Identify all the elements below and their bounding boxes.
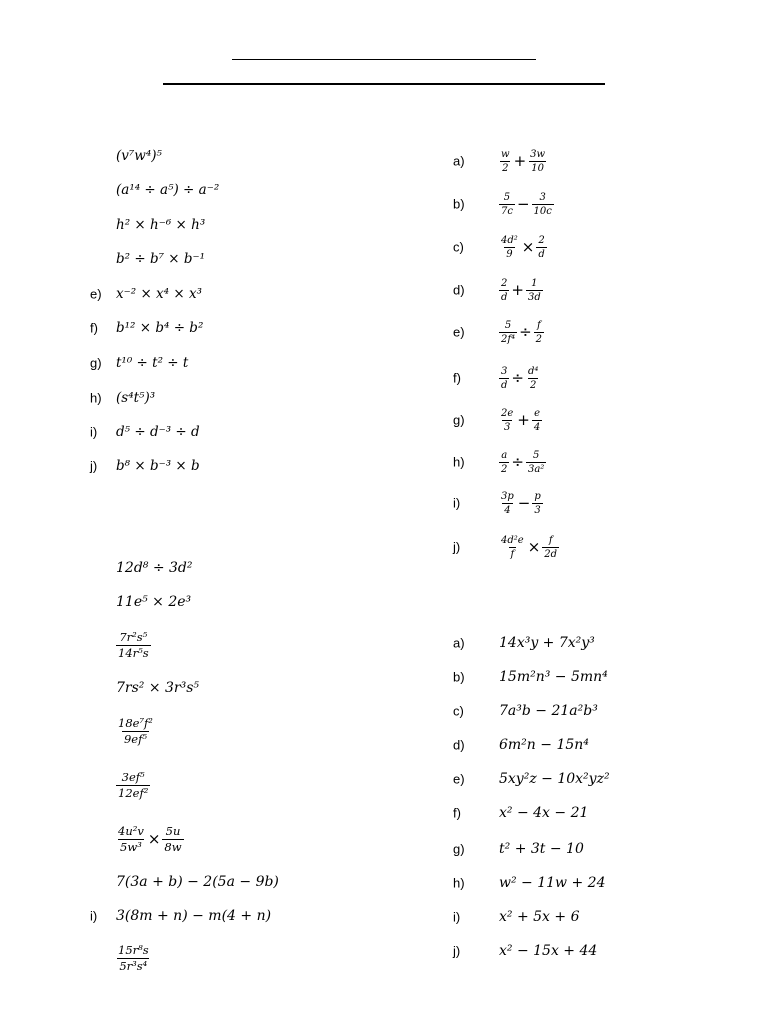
operator: +	[517, 411, 530, 429]
left-s1-item-4: b² ÷ b⁷ × b⁻¹	[116, 251, 206, 267]
left-s2-label-i: i)	[90, 908, 98, 924]
right-s1-label: c)	[453, 239, 464, 255]
operator: ÷	[511, 369, 524, 387]
left-s1-label-i: i)	[90, 424, 98, 440]
right-s1-item	[499, 184, 554, 224]
right-s1-item	[499, 270, 543, 310]
right-s2-label: b)	[453, 669, 465, 685]
fraction: $\frac{3p}{4}$	[501, 490, 514, 516]
fraction: $\frac{5}{\text{3a²}}$	[527, 449, 545, 475]
left-s1-label-e: e)	[90, 286, 102, 302]
right-s2-label: g)	[453, 841, 465, 857]
left-s2-item-2: 11e⁵ × 2e³	[116, 594, 192, 610]
fraction: $\frac{5}{\text{2f⁴}}$	[501, 319, 516, 345]
left-s2-item-3	[116, 625, 151, 665]
left-s2-item-4: 7rs² × 3r³s⁵	[116, 680, 200, 696]
right-s1-label: d)	[453, 282, 465, 298]
fraction: $\frac{w}{2}$	[501, 148, 510, 174]
left-s1-item-1: (v⁷w⁴)⁵	[116, 148, 162, 164]
right-s1-label: g)	[453, 412, 465, 428]
operator: −	[517, 494, 531, 512]
name-line	[232, 59, 536, 60]
operator: +	[511, 281, 524, 299]
fraction: $\frac{\text{3ef⁵}}{\text{12ef²}}$	[118, 769, 149, 800]
right-s1-label: j)	[453, 539, 461, 555]
fraction: $\frac{\text{4d²e}}{f}$	[501, 534, 524, 560]
operator: −	[516, 195, 530, 213]
fraction: $\frac{e}{4}$	[533, 407, 541, 433]
left-s1-label-f: f)	[90, 320, 98, 336]
right-s2-item: x² − 15x + 44	[499, 943, 598, 959]
right-s1-item	[499, 358, 540, 398]
left-s1-label-j: j)	[90, 458, 98, 474]
operator: ×	[521, 238, 535, 256]
left-s2-item-6	[116, 765, 150, 805]
right-s1-label: h)	[453, 454, 465, 470]
operator: ÷	[511, 453, 524, 471]
fraction: $\frac{2}{d}$	[501, 277, 508, 303]
operator: ×	[527, 538, 541, 556]
fraction: $\frac{3w}{10}$	[530, 148, 546, 174]
right-s2-item: x² + 5x + 6	[499, 909, 580, 925]
right-s1-item	[499, 483, 543, 523]
right-s1-label: i)	[453, 495, 461, 511]
right-s2-item: 14x³y + 7x²y³	[499, 635, 595, 651]
right-s1-label: a)	[453, 153, 465, 169]
right-s2-label: c)	[453, 703, 464, 719]
fraction: $\frac{\text{15r⁸s}}{\text{5r³s⁴}}$	[118, 942, 149, 973]
fraction: $\frac{\text{d⁴}}{2}$	[527, 365, 539, 391]
fraction: $\frac{3}{10c}$	[533, 191, 552, 217]
fraction: $\frac{\text{18e⁷f²}}{\text{9ef⁵}}$	[118, 715, 153, 746]
fraction: $\frac{3}{d}$	[501, 365, 508, 391]
left-s1-item-9: d⁵ ÷ d⁻³ ÷ d	[116, 424, 200, 440]
right-s2-item: 7a³b − 21a²b³	[499, 703, 598, 719]
right-s2-label: i)	[453, 909, 461, 925]
fraction: $\frac{2e}{3}$	[501, 407, 514, 433]
right-s2-item: 6m²n − 15n⁴	[499, 737, 589, 753]
fraction: $\frac{f}{2}$	[535, 319, 543, 345]
fraction: $\frac{5u}{8w}$	[164, 823, 182, 854]
right-s2-label: h)	[453, 875, 465, 891]
fraction: $\frac{p}{3}$	[534, 490, 541, 516]
left-s2-item-9: 3(8m + n) − m(4 + n)	[116, 908, 272, 924]
operator: +	[513, 152, 527, 170]
right-s2-item: t² + 3t − 10	[499, 841, 584, 857]
left-s1-item-6: b¹² × b⁴ ÷ b²	[116, 320, 204, 336]
left-s1-item-5: x⁻² × x⁴ × x³	[116, 286, 202, 302]
left-s1-item-7: t¹⁰ ÷ t² ÷ t	[116, 355, 189, 371]
left-s1-item-2: (a¹⁴ ÷ a⁵) ÷ a⁻²	[116, 182, 220, 198]
right-s2-item: x² − 4x − 21	[499, 805, 589, 821]
left-s1-item-10: b⁸ × b⁻³ × b	[116, 458, 200, 474]
right-s1-item	[499, 527, 559, 567]
left-s2-item-1: 12d⁸ ÷ 3d²	[116, 560, 193, 576]
operator: ÷	[519, 323, 532, 341]
right-s1-label: f)	[453, 370, 461, 386]
fraction: $\frac{a}{2}$	[501, 449, 508, 475]
right-s1-item	[499, 442, 546, 482]
fraction: $\frac{f}{2d}$	[544, 534, 558, 560]
left-s2-item-7	[116, 819, 184, 859]
fraction: $\frac{\text{4d²}}{9}$	[501, 234, 518, 260]
left-s1-item-8: (s⁴t⁵)³	[116, 390, 156, 406]
right-s2-item: 15m²n³ − 5mn⁴	[499, 669, 608, 685]
fraction: $\frac{5}{7c}$	[501, 191, 513, 217]
left-s1-item-3: h² × h⁻⁶ × h³	[116, 217, 206, 233]
left-s1-label-g: g)	[90, 355, 102, 371]
right-s2-label: d)	[453, 737, 465, 753]
right-s2-item: 5xy²z − 10x²yz²	[499, 771, 610, 787]
right-s2-label: a)	[453, 635, 465, 651]
right-s2-item: w² − 11w + 24	[499, 875, 606, 891]
left-s2-item-8: 7(3a + b) − 2(5a − 9b)	[116, 874, 279, 890]
title-line	[163, 83, 605, 85]
right-s1-item	[499, 312, 544, 352]
left-s1-label-h: h)	[90, 390, 102, 406]
right-s2-label: e)	[453, 771, 465, 787]
fraction: $\frac{\text{4u²v}}{\text{5w³}}$	[118, 823, 144, 854]
fraction: $\frac{1}{3d}$	[527, 277, 541, 303]
left-s2-item-10	[116, 938, 151, 978]
fraction: $\frac{\text{7r²s⁵}}{\text{14r⁵s}}$	[118, 629, 149, 660]
operator: ×	[147, 830, 161, 848]
fraction: $\frac{2}{d}$	[538, 234, 545, 260]
right-s1-item	[499, 141, 547, 181]
left-s2-item-5	[116, 711, 155, 751]
right-s1-label: b)	[453, 196, 465, 212]
right-s2-label: j)	[453, 943, 461, 959]
right-s1-item	[499, 227, 547, 267]
right-s2-label: f)	[453, 805, 461, 821]
right-s1-item	[499, 400, 542, 440]
right-s1-label: e)	[453, 324, 465, 340]
